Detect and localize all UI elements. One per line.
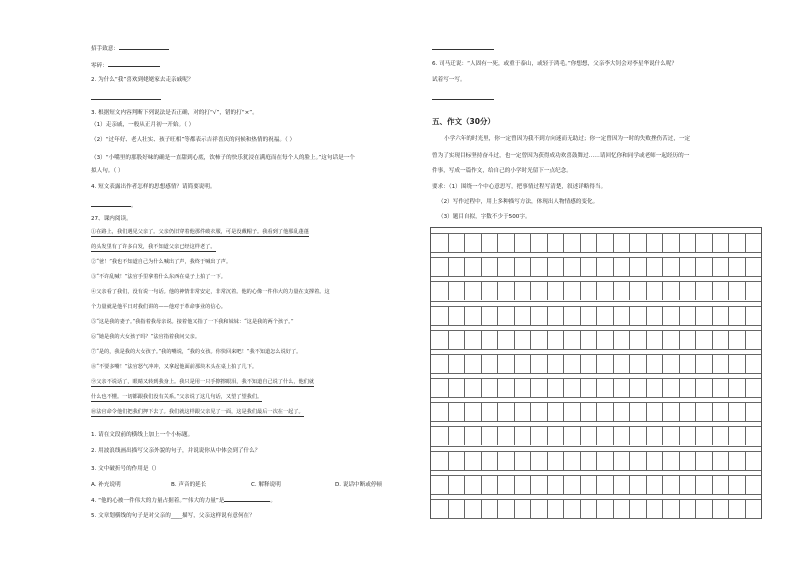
passage-line: ③“不许乱喊！”法官手里拿着什么东西在桌子上拍了一下。: [91, 274, 226, 280]
passage-line: ⑥“她是我的大女孩子吗？”法官指着我问父亲。: [91, 334, 201, 340]
line-text: 零碎：: [91, 63, 108, 69]
essay-prompt-line: 小学六年的时光里，你一定曾因为我不到方向迷而无助过；你一定曾因为一时的失败挫伤苦过，一定: [444, 136, 691, 142]
line-text: 4. 短文表露出作者怎样的思想感情？请简要说明。: [91, 184, 216, 190]
option-c[interactable]: C. 解释说明: [251, 482, 281, 488]
line-text: 招手致意：: [91, 46, 119, 52]
requirement-line: 要求：（1）围绕一个中心意思写，把事情过程写清楚，叙述详略得当。: [432, 184, 607, 190]
text-line: [432, 61, 677, 68]
line-text: （3）“小嘴里的那股好味的确是一直甜到心底，饮柿子的快乐犹浸在满庭而在每个人的脸上。”这句话是一个: [91, 155, 355, 161]
text-line: 。: [91, 201, 137, 210]
answer-blank[interactable]: [108, 61, 160, 67]
line-text: 3. 根据短文内容判断下列说法是否正确，对的打“√”，错的打“×”。: [91, 110, 258, 116]
answer-blank[interactable]: [91, 201, 131, 207]
passage-line: ④父亲看了我们，没有说一句话。他的神情非常安定，非常沉着。他的心像一件伟大的力量在支撑着。这: [91, 289, 330, 295]
line-text: 拟人句。（ ）: [91, 168, 124, 174]
option-b[interactable]: B. 声音的延长: [171, 482, 207, 488]
answer-blank[interactable]: [119, 44, 169, 50]
line-text: 4. “他的心被一件伟大的力量占据着。”“伟大的力量”是: [91, 498, 225, 504]
line-text: 试着写一写。: [432, 77, 466, 83]
text-line: [91, 432, 193, 439]
option-a[interactable]: A. 补充说明: [91, 482, 121, 488]
requirement-line: （2）写作过程中，用上多种描写方法，体现出人物情感的变化。: [438, 199, 599, 205]
line-text: （2）“过年好、老人壮实、孩子旺相”等都表示吉祥喜庆的问候和热情的祝福。（ ）: [91, 137, 296, 143]
passage-line: ①在路上，我们遇见父亲了。父亲仍旧穿着他那件破衣服，可是没戴帽子。我看到了他那乱蓬蓬: [91, 229, 309, 235]
line-text: 27、课内阅读。: [91, 216, 132, 222]
passage-line: 个力量就是他平日对我们讲的——他对于革命事业的信心。: [91, 304, 226, 310]
requirement-line: （3）题目自拟，字数不少于500字。: [438, 214, 531, 220]
text-line: [91, 168, 124, 175]
passage-line: ②“爸！”我也不知道自己为什么喊出了声，我终于喊出了声。: [91, 259, 232, 265]
text-line: [432, 44, 494, 53]
text-line: [91, 77, 193, 84]
option-d[interactable]: D. 说话中断或停顿: [335, 482, 383, 488]
text-line: [91, 466, 160, 473]
line-text: （1）走亲戚，一般从正月初一开始。（ ）: [91, 122, 195, 128]
text-line: [432, 94, 494, 103]
passage-line: 的头发里有了许多白发，我不知道父亲已经这样老了。: [91, 244, 216, 250]
text-line: [91, 155, 355, 162]
answer-blank[interactable]: [91, 94, 161, 100]
essay-prompt-line: 曾为了实现目标坚持奋斗过，也一定曾因为获得成功欢喜鼓舞过……请回忆你和同学或老师一起经历的一: [432, 153, 690, 159]
text-line: [91, 496, 276, 505]
text-line: [91, 44, 169, 53]
passage-line: ⑦“是的，我是我的大女孩子。”我的嘴说，“我的女孩。你快回来吧！”我不知道怎么说好了。: [91, 349, 302, 355]
passage-line: ⑨父亲不说话了，眼睛又转到我身上。我只是用一只手擦擦眼泪，我不知道自己说了什么，他们就: [91, 379, 315, 385]
passage-line: ⑩法官命令他们把我们押下去了。我们就这样跟父亲见了一面，这是我们最后一次在一起了。: [91, 409, 304, 415]
passage-line: 什么也不懂。一切都跟我们没有关系。”父亲说了这几句话，又望了望我们。: [91, 394, 263, 400]
text-line: [91, 448, 260, 455]
text-line: [91, 94, 161, 103]
line-text: 2. 用波浪线画出描写父亲外貌的句子，并说说你从中体会到了什么？: [91, 448, 261, 454]
answer-blank[interactable]: [224, 496, 270, 502]
line-text: 1. 请在文段前的横线上加上一个小标题。: [91, 432, 194, 438]
essay-prompt-line: 件事，写成一篇作文，给自己的小学时光留下一点纪念。: [432, 168, 572, 174]
line-tail: 。: [270, 498, 276, 504]
answer-blank[interactable]: [432, 94, 494, 100]
text-line: [91, 122, 194, 129]
text-line: [91, 513, 255, 520]
line-text: 5. 文章划横线的句子是对父亲的____描写，父亲这样说有意何在？: [91, 513, 255, 519]
line-text: 3. 文中破折号的作用是（）: [91, 466, 160, 472]
text-line: [91, 184, 216, 191]
text-line: [91, 61, 160, 70]
passage-line: ⑧“不要多嘴！”法官怒气冲冲，又拿起他面前那块木头在桌上拍了几下。: [91, 364, 258, 370]
text-line: [91, 110, 258, 117]
answer-blank[interactable]: [432, 44, 494, 50]
line-text: 6. 司马迁说：“人固有一死，或重于泰山，或轻于鸿毛。”你想想，父亲李大钊会对李星华说什么呢？: [432, 61, 678, 67]
text-line: [91, 137, 295, 144]
text-line: [91, 216, 132, 223]
line-text: 2. 为什么“我”喜欢到姥姥家去走亲戚呢？: [91, 77, 194, 83]
passage-line: ⑤“这是我的妻子。”我指着我母亲说。接着他又指了一下我和妹妹：“这是我的两个孩子。”: [91, 319, 294, 325]
composition-grid: [430, 227, 762, 519]
section-title: 五、作文（30分）: [432, 117, 495, 126]
text-line: [432, 77, 466, 84]
